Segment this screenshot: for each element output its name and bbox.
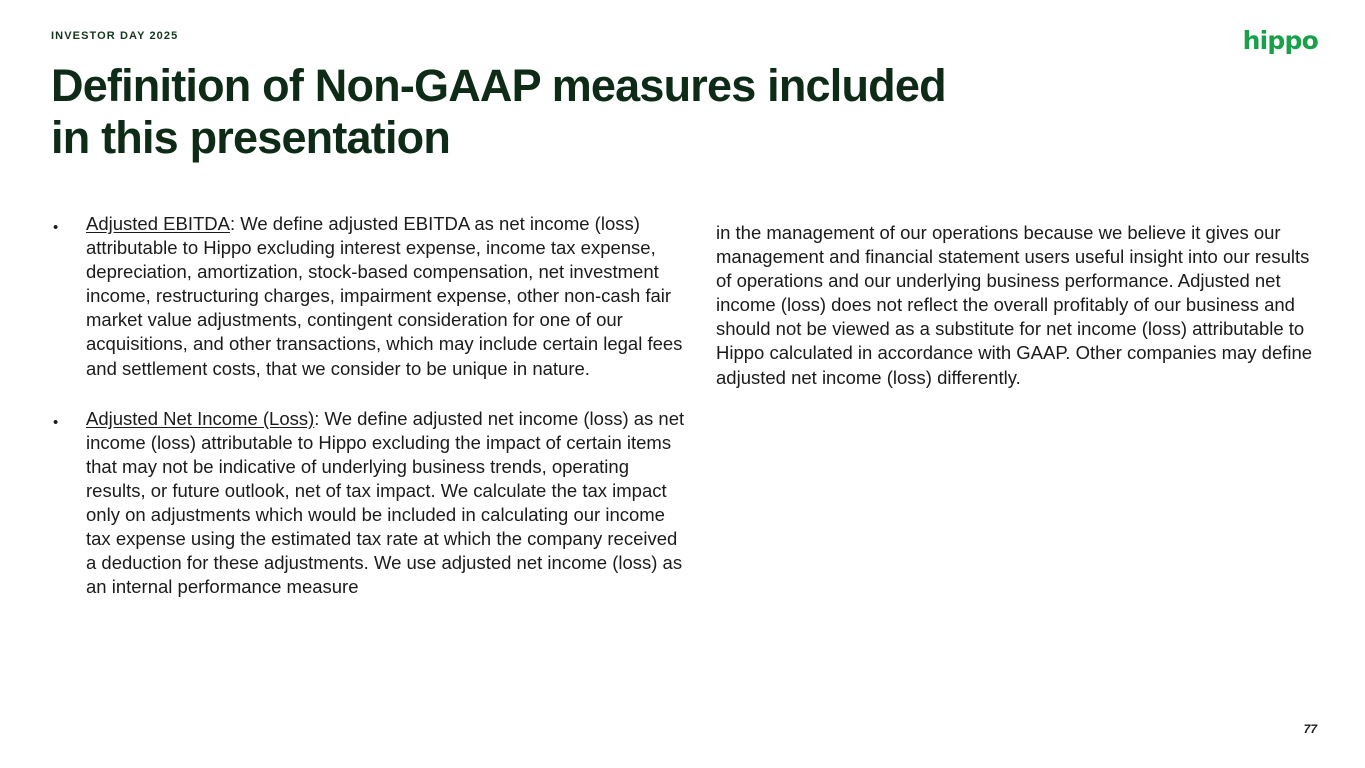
page-title-line-2: in this presentation — [51, 112, 451, 163]
definition-body: : We define adjusted net income (loss) as net income (loss) attributable to Hippo excluding the impact of certain items that may not be indicative of underlying business trends, operating results, or future outlook, net of tax impact. We calculate the tax impact only on adjustments which would be included in calculating our income tax expense using the estimated tax rate at which the company received a deduction for these adjustments. We use adjusted net income (loss) as an internal performance measure — [86, 407, 685, 598]
continuation-paragraph: in the management of our operations because we believe it gives our management and financial statement users useful insight into our results of operations and our underlying business performance. Adjusted net income (loss) does not reflect the overall profitably of our business and should not be viewed as a substitute for net income (loss) attributable to Hippo calculated in accordance with GAAP. Other companies may define adjusted net income (loss) differently. — [716, 222, 1313, 388]
definition-paragraph — [86, 407, 691, 600]
list-item — [51, 212, 691, 381]
page-title — [51, 60, 1171, 164]
definition-body: : We define adjusted EBITDA as net income (loss) attributable to Hippo excluding interest expense, income tax expense, depreciation, amortization, stock-based compensation, net investment income, restructuring charges, impairment expense, other non-cash fair market value adjustments, contingent consideration for one of our acquisitions, and other transactions, which may include certain legal fees and settlement costs, that we consider to be unique in nature. — [86, 213, 683, 379]
right-column — [716, 221, 1316, 390]
bullet-icon: • — [53, 219, 59, 236]
left-column — [51, 212, 691, 625]
bullet-icon: • — [53, 413, 59, 431]
hippo-logo: hippo — [1242, 26, 1318, 55]
definition-term: Adjusted Net Income (Loss) — [86, 407, 315, 429]
definition-term: Adjusted EBITDA — [86, 213, 230, 234]
definition-paragraph — [86, 212, 691, 381]
eyebrow-label: INVESTOR DAY 2025 — [51, 30, 179, 42]
list-item — [51, 407, 691, 600]
page-title-line-1: Definition of Non-GAAP measures included — [51, 60, 946, 111]
page-number: 77 — [1303, 722, 1317, 736]
